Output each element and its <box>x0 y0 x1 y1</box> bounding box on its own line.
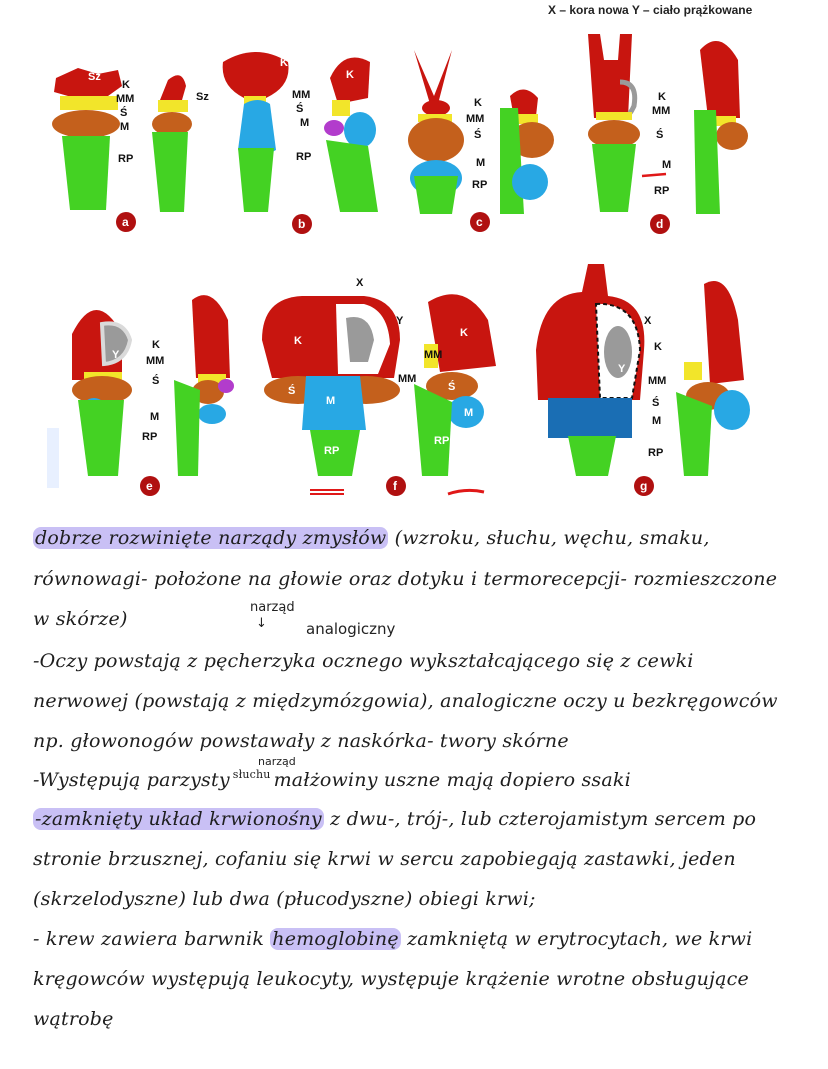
panel-f-label-10: M <box>464 407 474 419</box>
panel-f-label-8: K <box>460 327 468 339</box>
panel-a-label-6: Sz <box>196 91 209 103</box>
panel-f-label-7: MM <box>424 349 443 361</box>
annotation-arrow: ↓ <box>256 616 267 631</box>
note-line-10: (skrzelodyszne) lub dwa (płucodyszne) obiegi krwi; <box>33 888 536 910</box>
note-line-9: stronie brzusznej, cofaniu się krwi w sercu zapobiegają zastawki, jeden <box>33 848 736 870</box>
side-watermark <box>47 428 59 488</box>
panel-f-label-9: Ś <box>448 381 456 393</box>
brain-diagrams <box>48 0 776 515</box>
panel-a-midbrain <box>52 110 120 138</box>
annotation-organ-1: narząd <box>250 600 295 615</box>
highlight-sense-organs: dobrze rozwinięte narządy zmysłów <box>35 527 387 549</box>
panel-c-label-0: K <box>474 97 482 109</box>
panel-c-label-1: MM <box>466 113 485 125</box>
panel-a-label-5: RP <box>118 153 134 165</box>
highlight-circulatory-system: -zamknięty układ krwionośny <box>35 808 322 830</box>
panel-d-forebrain <box>588 34 632 118</box>
panel-a-badge-letter: a <box>122 215 129 229</box>
panel-f-label-6: MM <box>398 373 417 385</box>
panel-g-label-2: K <box>654 341 662 353</box>
panel-b-label-0: K <box>280 57 288 69</box>
panel-a-diencephalon <box>60 96 118 110</box>
panel-a-hindbrain <box>62 136 110 210</box>
panel-g-label-3: MM <box>648 375 667 387</box>
panel-c-label-3: M <box>476 157 486 169</box>
panel-b-label-1: K <box>346 69 354 81</box>
panel-e-badge-letter: e <box>146 479 153 493</box>
panel-g-cerebellum <box>548 398 632 438</box>
panel-d-badge-letter: d <box>656 217 664 231</box>
note-line-11: - krew zawiera barwnik hemoglobinę zamkniętą w erytrocytach, we krwi <box>33 928 753 950</box>
panel-b-label-2: MM <box>292 89 311 101</box>
panel-f-label-4: M <box>326 395 336 407</box>
panel-d <box>588 34 748 234</box>
panel-g-label-0: X <box>644 315 652 327</box>
note-line-12: kręgowców występują leukocyty, występuje krążenie wrotne obsługujące <box>33 968 749 990</box>
note-line-4: -Oczy powstają z pęcherzyka ocznego wykształcającego się z cewki <box>33 650 694 672</box>
panel-f-red-mark-2 <box>448 490 484 494</box>
panel-f-label-3: Ś <box>288 385 296 397</box>
panel-e-label-1: K <box>152 339 160 351</box>
panel-f-label-2: K <box>294 335 302 347</box>
panel-b-label-3: Ś <box>296 103 304 115</box>
panel-b-label-5: RP <box>296 151 312 163</box>
note-line-1: dobrze rozwinięte narządy zmysłów (wzroku, słuchu, węchu, smaku, <box>35 527 710 549</box>
panel-b-badge-letter: b <box>298 217 306 231</box>
note-line-5: nerwowej (powstają z międzymózgowia), analogiczne oczy u bezkręgowców <box>33 690 778 712</box>
panel-a-label-2: MM <box>116 93 135 105</box>
panel-f-label-1: Y <box>396 315 404 327</box>
panel-f-label-0: X <box>356 277 364 289</box>
panel-d-label-2: Ś <box>656 129 664 141</box>
brain-evolution-figure <box>48 0 776 515</box>
note-line-13: wątrobę <box>33 1008 114 1030</box>
note-line-7: -Występują parzysty $^{słuchu}$ małżowiny uszne mają dopiero ssaki <box>33 768 631 791</box>
highlight-hemoglobin: hemoglobinę <box>272 928 399 950</box>
panel-a-label-1: K <box>122 79 130 91</box>
panel-f <box>262 277 496 496</box>
note-line-6: np. głowonogów powstawały z naskórka- twory skórne <box>33 730 569 752</box>
panel-c-olfactory <box>414 50 452 104</box>
panel-e-label-4: M <box>150 411 160 423</box>
panel-f-label-11: RP <box>434 435 450 447</box>
panel-b <box>223 52 378 234</box>
panel-d-label-1: MM <box>652 105 671 117</box>
panel-c-badge-letter: c <box>476 215 483 229</box>
panel-a-label-0: Sz <box>88 71 101 83</box>
annotation-organ-2: narząd <box>258 755 296 768</box>
panel-d-label-3: M <box>662 159 672 171</box>
panel-e-label-5: RP <box>142 431 158 443</box>
panel-c-label-2: Ś <box>474 129 482 141</box>
panel-g-label-4: Ś <box>652 397 660 409</box>
panel-g-label-5: M <box>652 415 662 427</box>
panel-f-red-mark-1 <box>310 490 344 494</box>
panel-b-midbrain <box>238 100 276 156</box>
note-line-2: równowagi- położone na głowie oraz dotyku i termorecepcji- rozmieszczone <box>33 568 778 590</box>
panel-e-label-2: MM <box>146 355 165 367</box>
panel-f-badge-letter: f <box>393 479 397 493</box>
panel-d-label-4: RP <box>654 185 670 197</box>
panel-e <box>72 295 234 496</box>
panel-d-red-mark <box>642 174 666 176</box>
panel-a <box>52 68 209 232</box>
panel-g <box>536 264 750 496</box>
panel-d-label-0: K <box>658 91 666 103</box>
panel-f-label-5: RP <box>324 445 340 457</box>
panel-c <box>408 50 554 232</box>
panel-g-label-1: Y <box>618 363 626 375</box>
annotation-analogous: analogiczny <box>306 620 396 638</box>
figure-legend: X – kora nowa Y – ciało prążkowane <box>548 3 753 17</box>
panel-e-label-0: Y <box>112 349 120 361</box>
panel-b-label-4: M <box>300 117 310 129</box>
annotation-hearing: słuchu <box>232 768 271 781</box>
panel-g-badge-letter: g <box>640 479 648 493</box>
panel-c-label-4: RP <box>472 179 488 191</box>
panel-a-label-3: Ś <box>120 107 128 119</box>
note-line-3: w skórze) <box>33 608 128 630</box>
panel-g-label-6: RP <box>648 447 664 459</box>
panel-b-forebrain <box>223 52 289 98</box>
panel-a-label-4: M <box>120 121 130 133</box>
panel-e-label-3: Ś <box>152 375 160 387</box>
note-line-8: -zamknięty układ krwionośny z dwu-, trój-, lub czterojamistym sercem po <box>35 808 757 830</box>
